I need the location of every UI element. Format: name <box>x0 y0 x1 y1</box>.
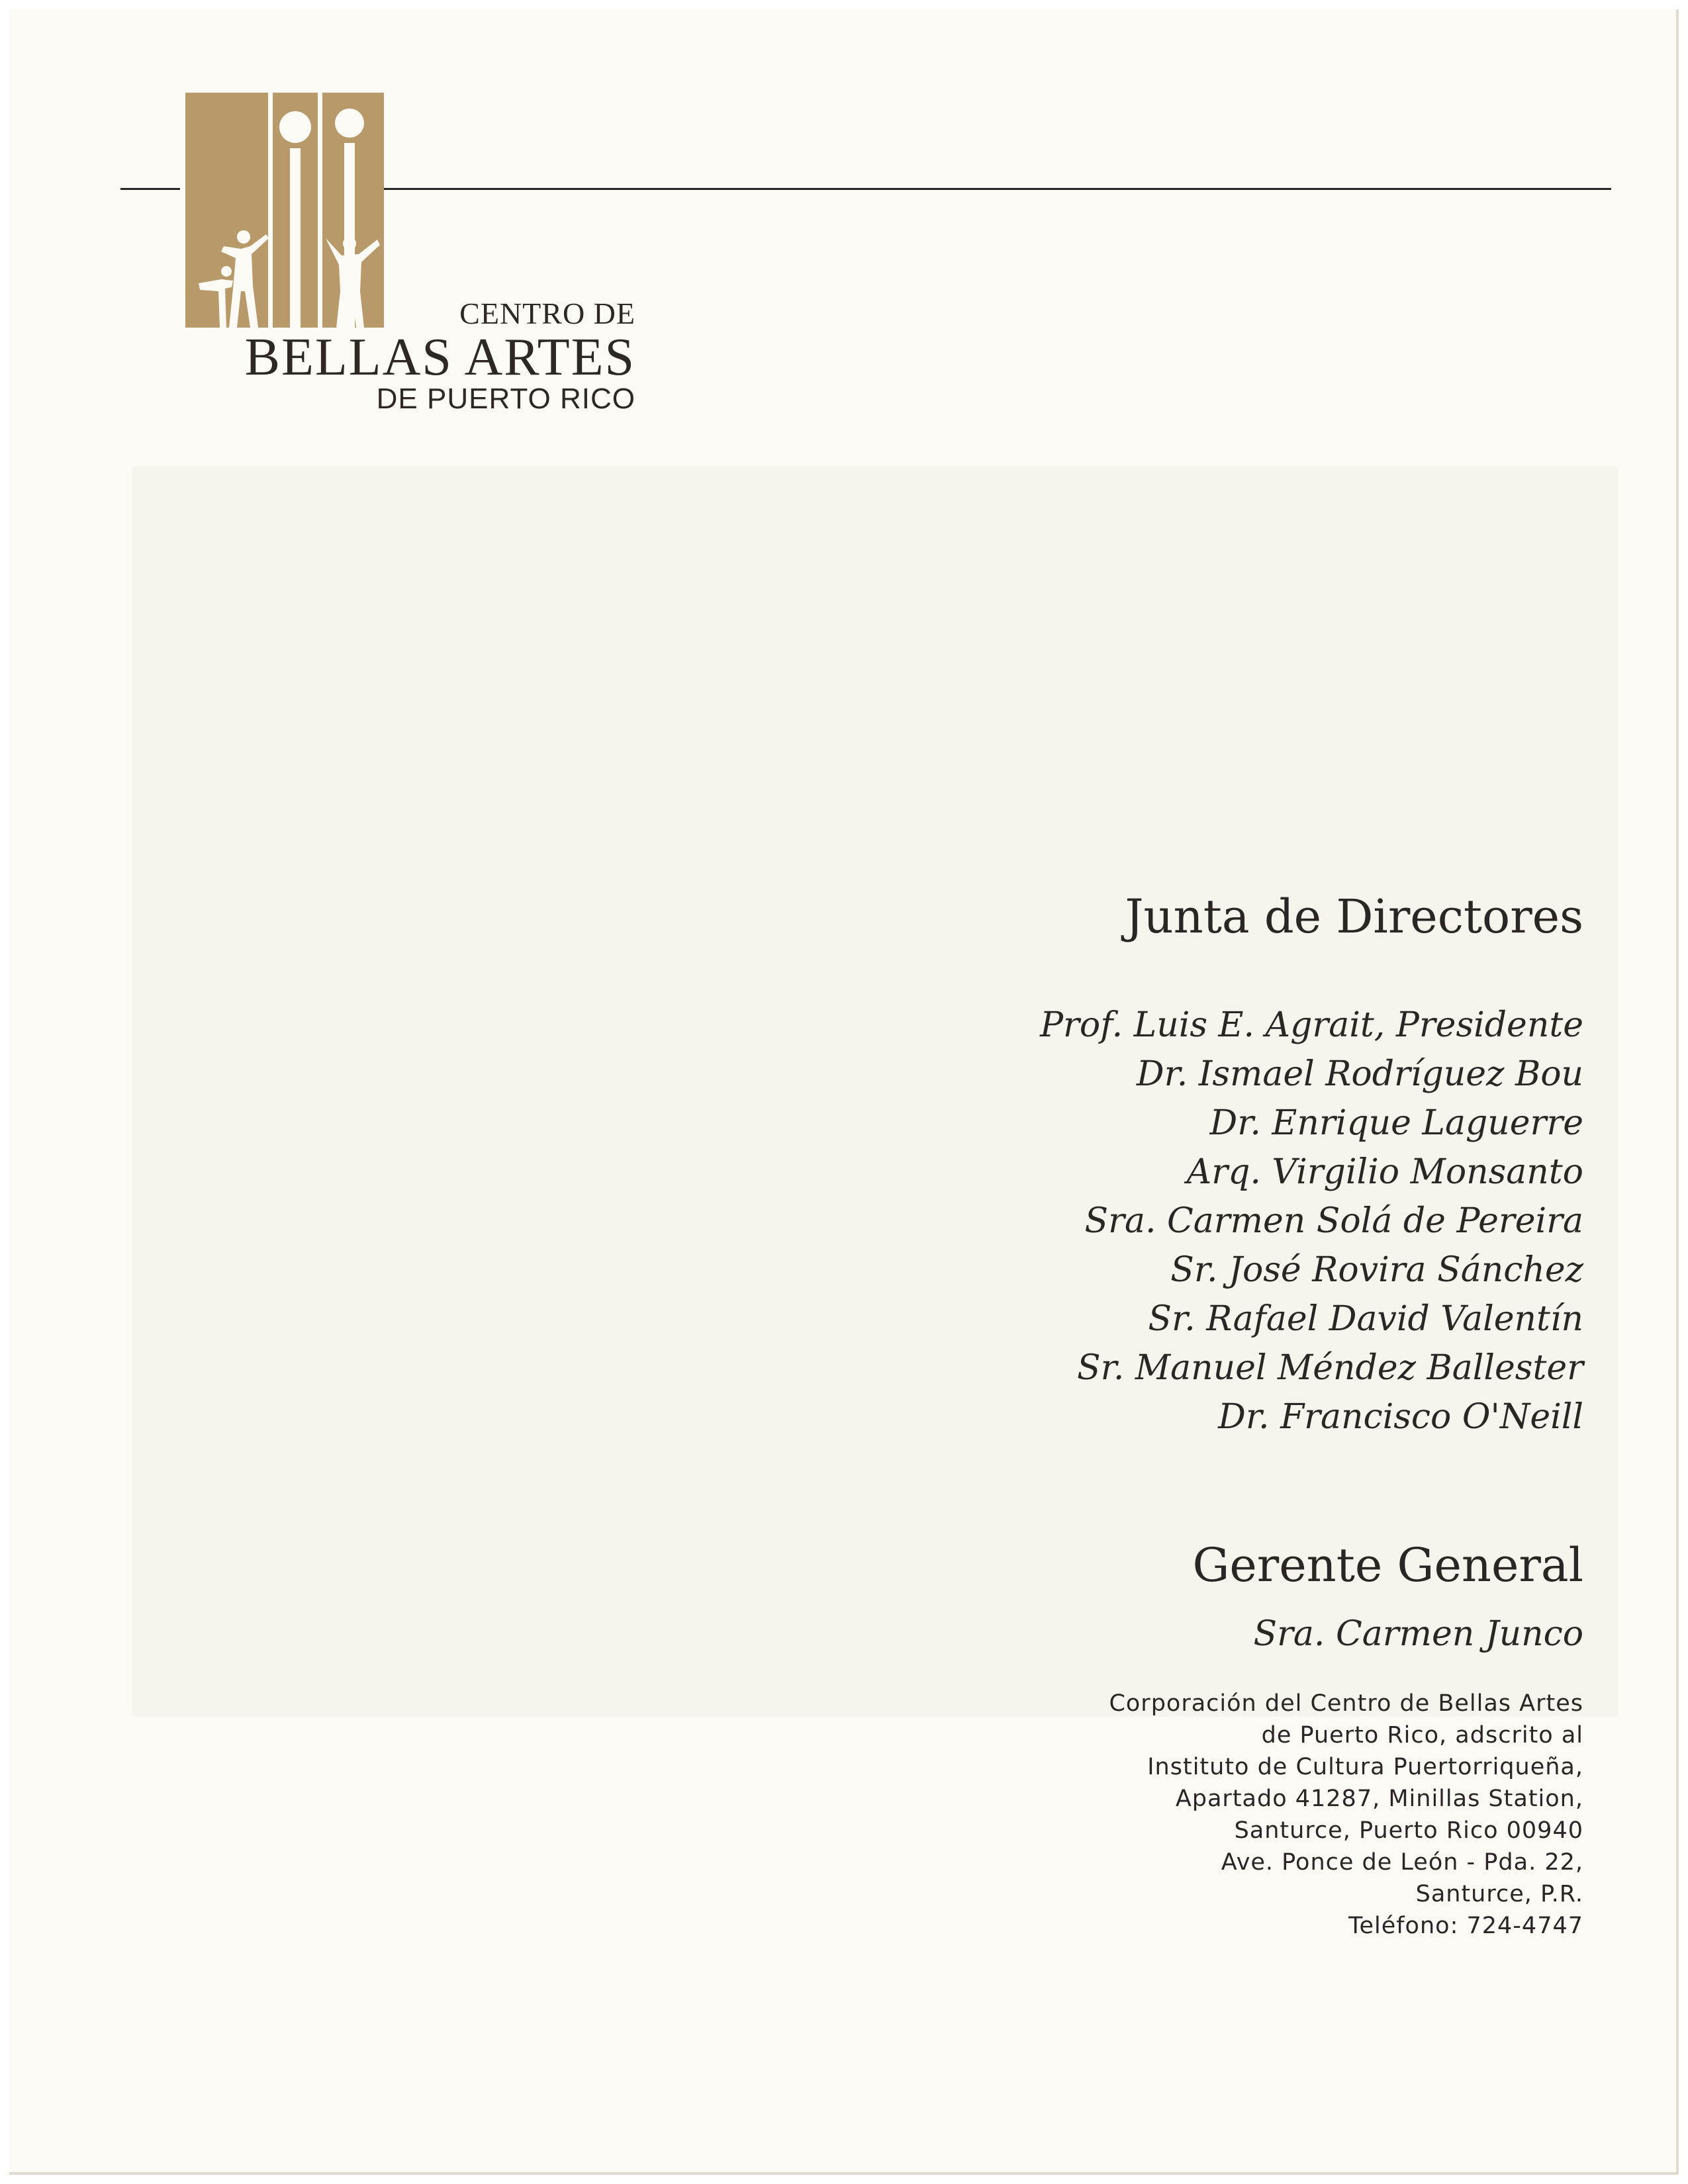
manager-name: Sra. Carmen Junco <box>1253 1614 1583 1654</box>
header-rule-right <box>380 188 1611 190</box>
address-line: Ave. Ponce de León - Pda. 22, <box>1221 1849 1583 1876</box>
list-item: Dr. Francisco O'Neill <box>1218 1397 1583 1437</box>
org-name-line2: BELLAS ARTES <box>244 328 635 387</box>
address-line: Corporación del Centro de Bellas Artes <box>1109 1690 1583 1717</box>
manager-heading: Gerente General <box>1192 1538 1583 1592</box>
bellas-artes-logo-icon <box>185 93 384 328</box>
list-item: Dr. Ismael Rodríguez Bou <box>1136 1054 1583 1094</box>
address-line: Teléfono: 724-4747 <box>1348 1913 1583 1939</box>
list-item: Sr. José Rovira Sánchez <box>1170 1250 1583 1290</box>
list-item: Sr. Manuel Méndez Ballester <box>1077 1348 1583 1388</box>
list-item: Arq. Virgilio Monsanto <box>1186 1152 1583 1192</box>
org-name-line3: DE PUERTO RICO <box>376 383 635 415</box>
board-member-list <box>789 1001 1583 1441</box>
address-line: Apartado 41287, Minillas Station, <box>1175 1786 1583 1812</box>
list-item: Sra. Carmen Solá de Pereira <box>1084 1201 1583 1241</box>
address-block <box>789 1688 1583 1942</box>
org-name-line1: CENTRO DE <box>459 296 635 330</box>
address-line: Santurce, Puerto Rico 00940 <box>1234 1817 1583 1844</box>
address-line: Instituto de Cultura Puertorriqueña, <box>1147 1754 1583 1780</box>
header-rule-left <box>120 188 180 190</box>
address-line: Santurce, P.R. <box>1415 1881 1583 1907</box>
list-item: Dr. Enrique Laguerre <box>1209 1103 1583 1143</box>
list-item: Sr. Rafael David Valentín <box>1148 1299 1583 1339</box>
list-item: Prof. Luis E. Agrait, Presidente <box>1040 1005 1583 1045</box>
address-line: de Puerto Rico, adscrito al <box>1261 1722 1583 1749</box>
board-heading: Junta de Directores <box>1125 889 1583 944</box>
